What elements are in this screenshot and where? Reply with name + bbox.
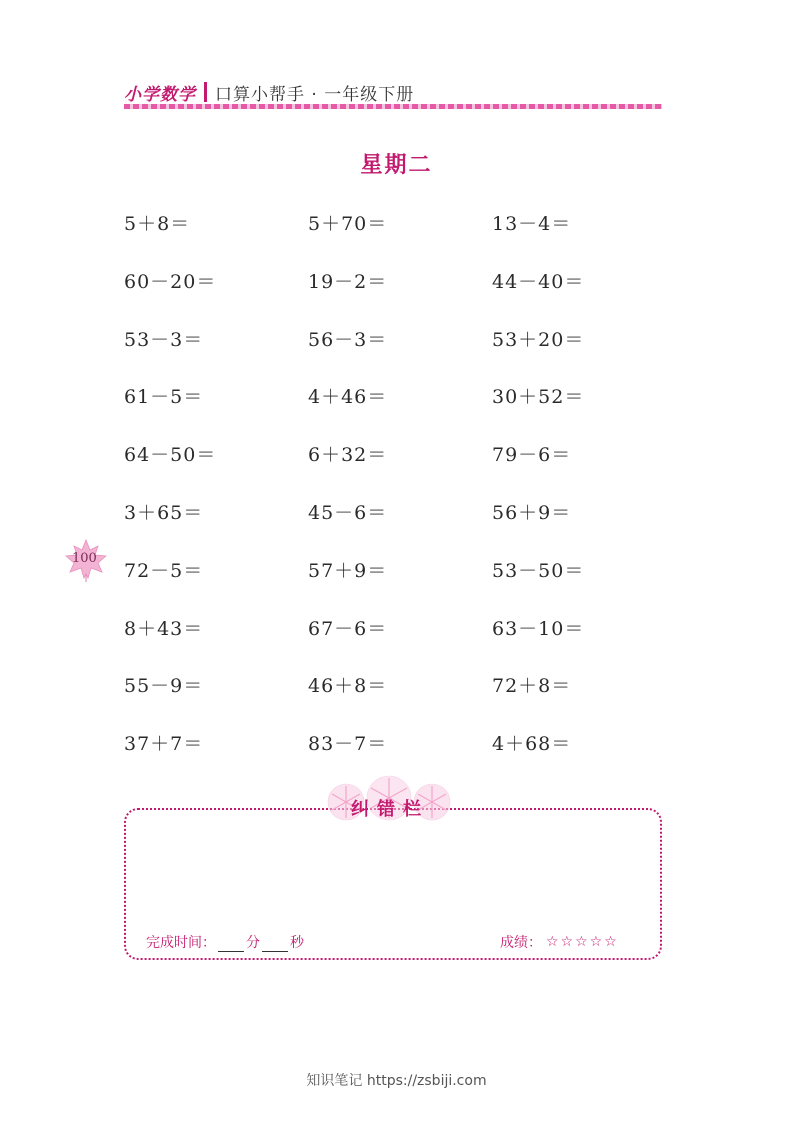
problem-row <box>124 321 684 379</box>
problem-item: 37＋7＝ <box>124 733 204 756</box>
problem-item: 61－5＝ <box>124 386 204 409</box>
problem-item: 13－4＝ <box>492 213 572 235</box>
problem-item: 60－20＝ <box>124 270 217 293</box>
problem-item: 19－2＝ <box>308 270 388 293</box>
problem-item: 3＋65＝ <box>124 501 204 524</box>
problem-item: 56－3＝ <box>308 328 388 351</box>
seconds-blank[interactable] <box>262 937 288 952</box>
time-label: 完成时间： <box>146 935 216 951</box>
problem-item: 8＋43＝ <box>124 617 204 640</box>
correction-title: 纠错栏 <box>351 799 429 820</box>
header-divider <box>204 82 207 102</box>
problem-item: 44－40＝ <box>492 270 585 293</box>
problem-item: 30＋52＝ <box>492 386 585 409</box>
score <box>500 932 619 952</box>
problem-item: 83－7＝ <box>308 733 388 756</box>
brand-label: 小学数学 <box>124 84 196 105</box>
problem-item: 57＋9＝ <box>308 559 388 582</box>
problem-item: 56＋9＝ <box>492 501 572 524</box>
page-title: 星期二 <box>360 153 433 178</box>
page-header <box>124 78 414 106</box>
problem-item: 46＋8＝ <box>308 675 388 698</box>
minutes-blank[interactable] <box>218 937 244 952</box>
problem-item: 55－9＝ <box>124 675 204 698</box>
problem-item: 67－6＝ <box>308 617 388 640</box>
problem-item: 72－5＝ <box>124 559 204 582</box>
completion-time <box>146 932 304 952</box>
problem-item: 53－50＝ <box>492 559 585 582</box>
problem-item: 4＋46＝ <box>308 386 388 409</box>
problem-item: 79－6＝ <box>492 444 572 467</box>
problem-item: 5＋70＝ <box>308 213 388 235</box>
problem-row <box>124 436 684 494</box>
problem-row <box>124 263 684 321</box>
problem-row <box>124 205 684 263</box>
problem-row <box>124 667 684 725</box>
seconds-unit: 秒 <box>290 935 304 951</box>
score-label: 成绩： <box>500 935 542 951</box>
star-rating-icon[interactable]: ☆☆☆☆☆ <box>546 934 619 950</box>
book-title: 口算小帮手 · 一年级下册 <box>215 84 415 105</box>
problem-row <box>124 552 684 610</box>
problem-item: 63－10＝ <box>492 617 585 640</box>
problem-item: 53＋20＝ <box>492 328 585 351</box>
problem-row <box>124 378 684 436</box>
problem-item: 5＋8＝ <box>124 213 191 235</box>
problem-item: 53－3＝ <box>124 328 204 351</box>
minutes-unit: 分 <box>246 935 260 951</box>
problem-item: 4＋68＝ <box>492 733 572 756</box>
page-number: 100 <box>72 551 97 566</box>
problem-item: 64－50＝ <box>124 444 217 467</box>
header-stripe <box>124 104 662 109</box>
footer-watermark: 知识笔记 https://zsbiji.com <box>306 1073 487 1089</box>
problem-item: 6＋32＝ <box>308 444 388 467</box>
problem-grid <box>124 205 684 783</box>
problem-row <box>124 610 684 668</box>
problem-row <box>124 494 684 552</box>
problem-item: 72＋8＝ <box>492 675 572 698</box>
problem-item: 45－6＝ <box>308 501 388 524</box>
